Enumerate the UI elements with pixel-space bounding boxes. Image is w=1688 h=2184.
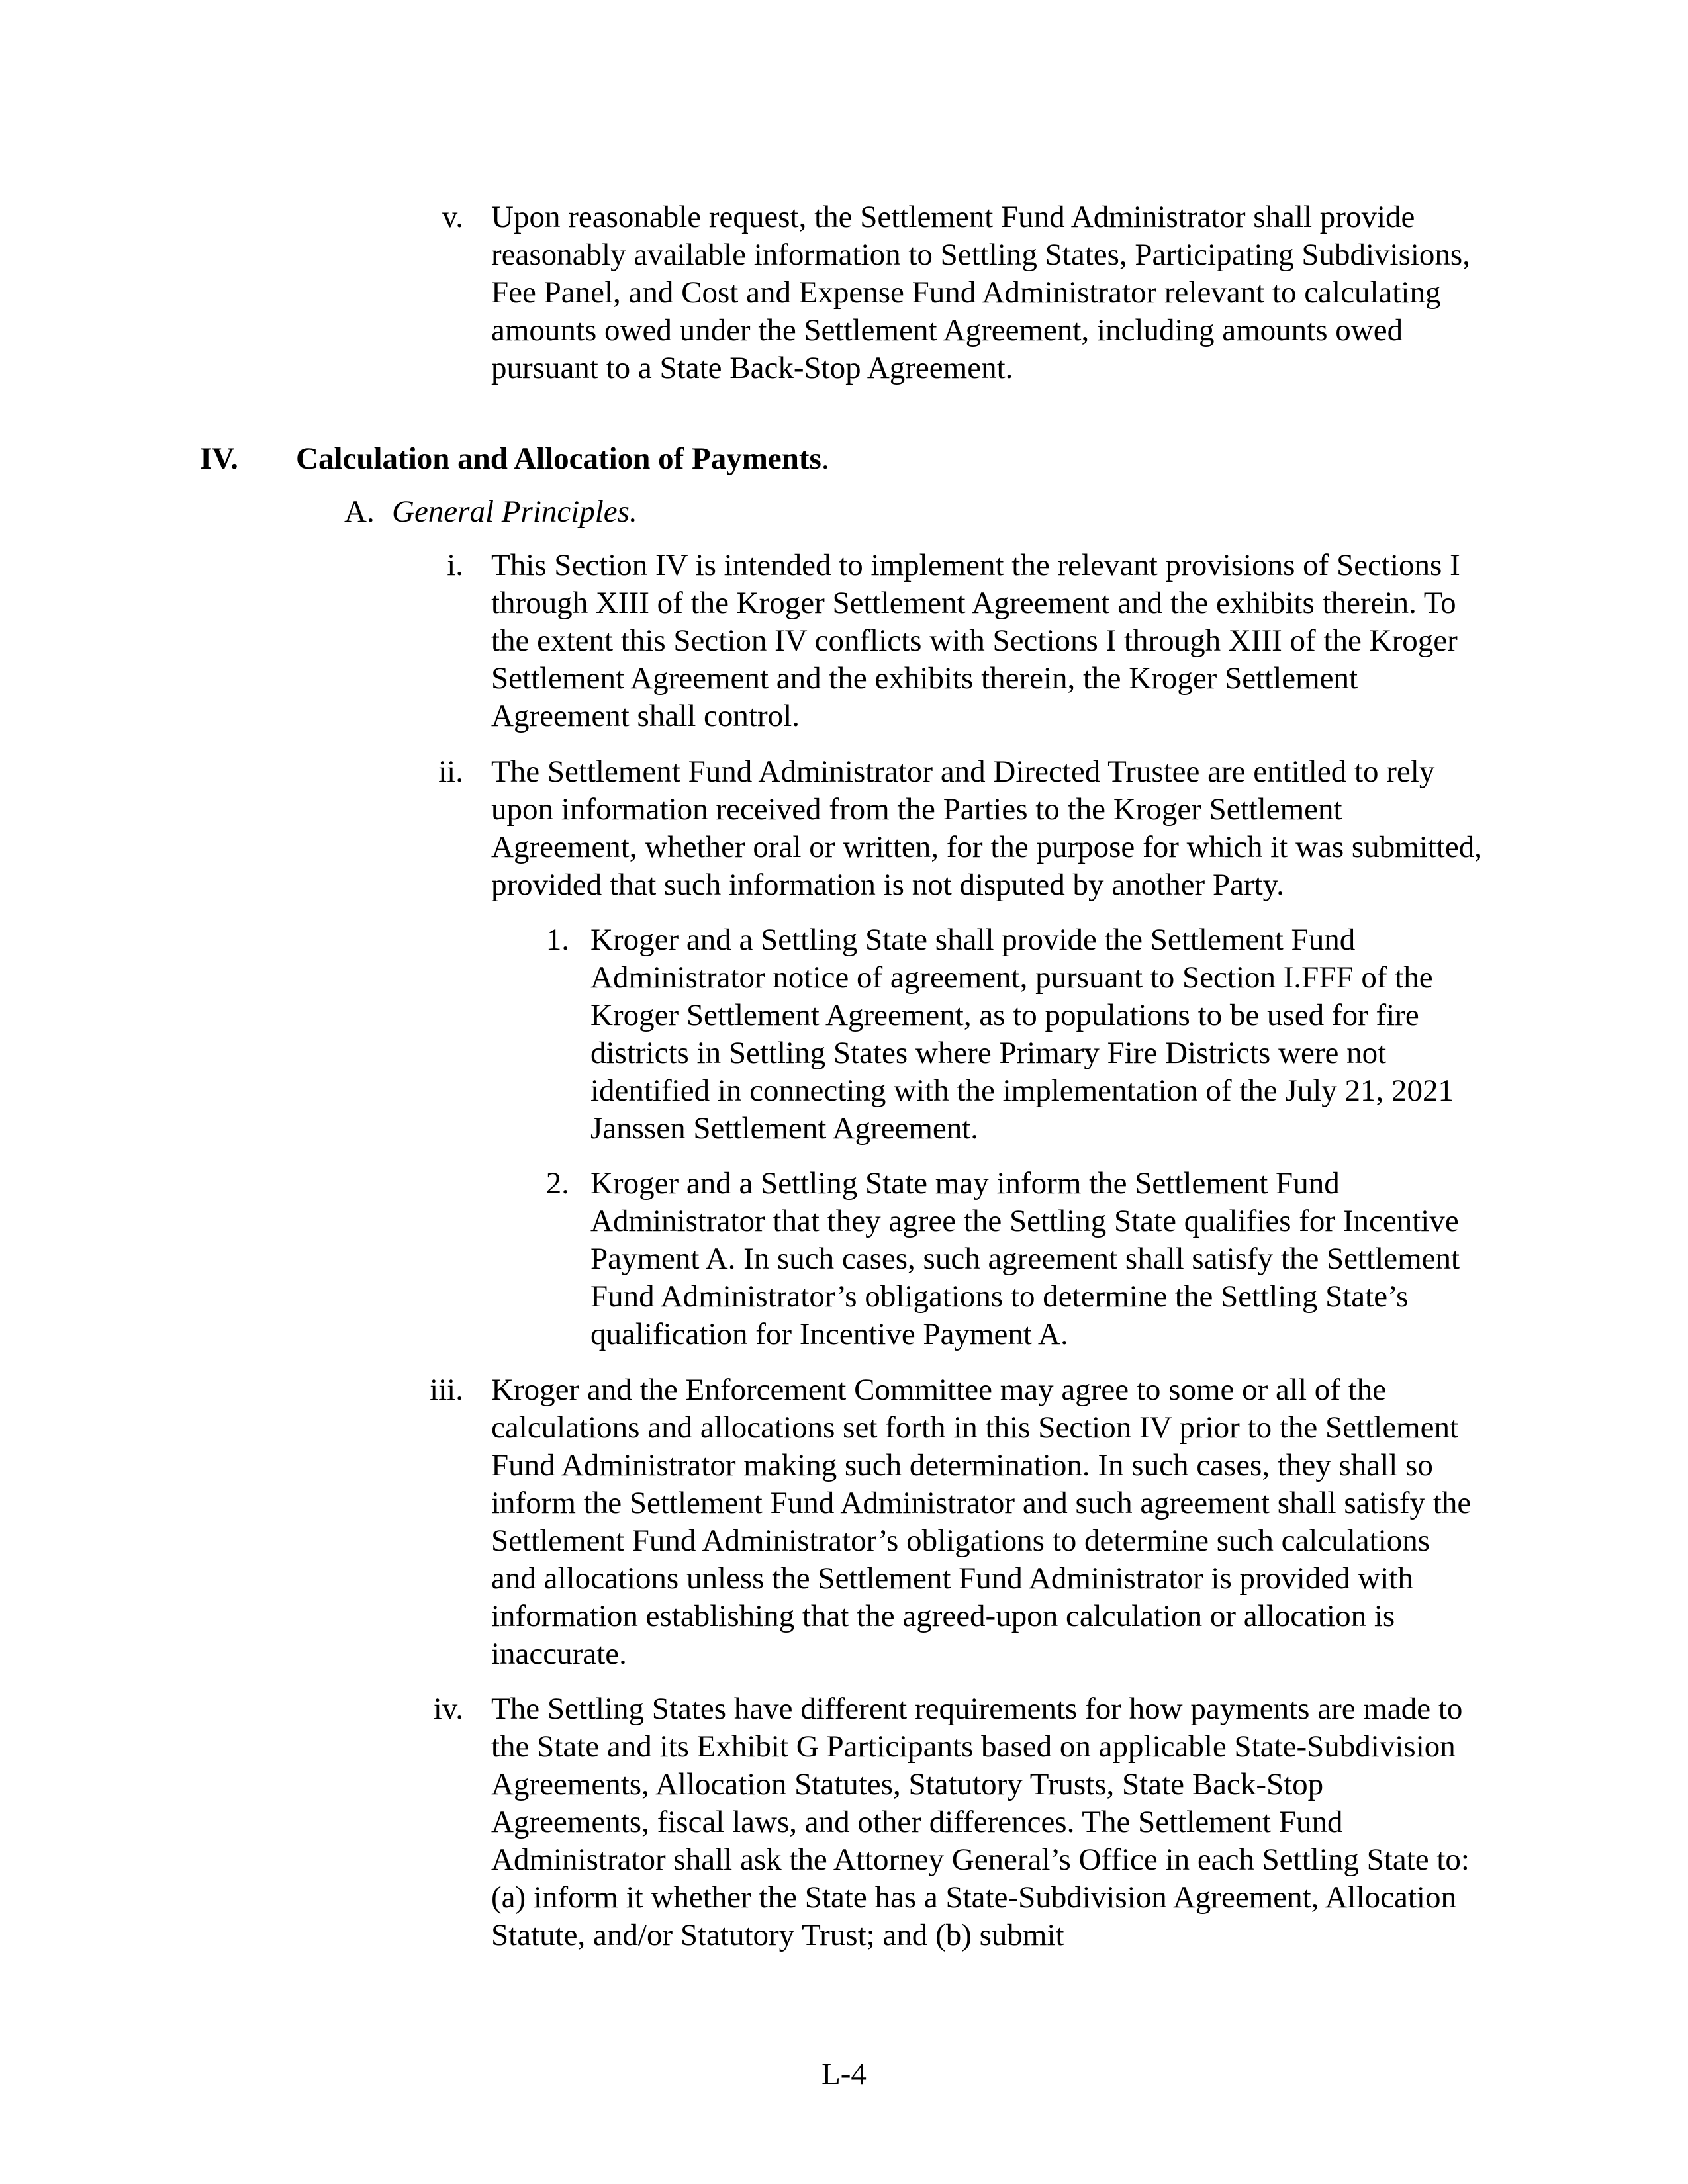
paragraph-ii-1-text: Kroger and a Settling State shall provide the Settlement Fund Administrator notice of agreement, pursuant to Section I.FFF of the Kroger Settlement Agreement, as to populations to be used for fire districts in Settling States where Primary Fire Districts were not identified in connecting with the implementation of the July 21, 2021 Janssen Settlement Agreement. — [590, 923, 1454, 1146]
page-number: L-4 — [821, 2057, 867, 2091]
paragraph-i-text: This Section IV is intended to implement the relevant provisions of Sections I through XIII of the Kroger Settlement Agreement and the exhibits therein. To the extent this Section IV conflicts with Sections I through XIII of the Kroger Settlement Agreement and the exhibits therein, the Kroger Settlement Agreement shall control. — [491, 548, 1460, 733]
item-v-marker: v. — [442, 200, 463, 234]
paragraph-ii-2-text: Kroger and a Settling State may inform the Settlement Fund Administrator that they agree the Settling State qualifies for Incentive Payment A. In such cases, such agreement shall satisfy the Settlement Fund Administrator’s obligations to determine the Settling State’s qualification for Incentive Payment A. — [590, 1166, 1460, 1351]
paragraph-iii-text: Kroger and the Enforcement Committee may agree to some or all of the calculations and allocations set forth in this Section IV prior to the Settlement Fund Administrator making such determination. In such cases, they shall so inform the Settlement Fund Administrator and such agreement shall satisfy the Settlement Fund Administrator’s obligations to determine such calculations and allocations unless the Settlement Fund Administrator is provided with information establishing that the agreed-upon calculation or allocation is inaccurate. — [491, 1373, 1472, 1671]
paragraph-iv-text: The Settling States have different requirements for how payments are made to the State and its Exhibit G Participants based on applicable State-Subdivision Agreements, Allocation Statutes, Statutory Trusts, State Back-Stop Agreements, fiscal laws, and other differences. The Settlement Fund Administrator shall ask the Attorney General’s Office in each Settling State to: (a) inform it whether the State has a State-Subdivision Agreement, Allocation Statute, and/or Statutory Trust; and (b) submit — [491, 1692, 1470, 1952]
subsection-marker: A. — [344, 494, 375, 529]
section-title — [296, 440, 829, 478]
paragraph-ii-2-marker: 2. — [545, 1166, 569, 1201]
section-title-text: Calculation and Allocation of Payments — [296, 441, 821, 476]
section-title-suffix: . — [821, 441, 829, 476]
paragraph-ii-marker: ii. — [438, 754, 463, 789]
paragraph-iv-marker: iv. — [433, 1692, 463, 1726]
paragraph-ii-1-marker: 1. — [545, 923, 569, 957]
subsection-title: General Principles. — [392, 494, 637, 529]
section-number: IV. — [200, 441, 238, 476]
paragraph-iii-marker: iii. — [430, 1373, 463, 1407]
paragraph-i-marker: i. — [447, 548, 463, 582]
paragraph-ii-text: The Settlement Fund Administrator and Directed Trustee are entitled to rely upon information received from the Parties to the Kroger Settlement Agreement, whether oral or written, for the purpose for which it was submitted, provided that such information is not disputed by another Party. — [491, 754, 1483, 902]
item-v-text: Upon reasonable request, the Settlement Fund Administrator shall provide reasonably available information to Settling States, Participating Subdivisions, Fee Panel, and Cost and Expense Fund Administrator relevant to calculating amounts owed under the Settlement Agreement, including amounts owed pursuant to a State Back-Stop Agreement. — [491, 200, 1470, 385]
